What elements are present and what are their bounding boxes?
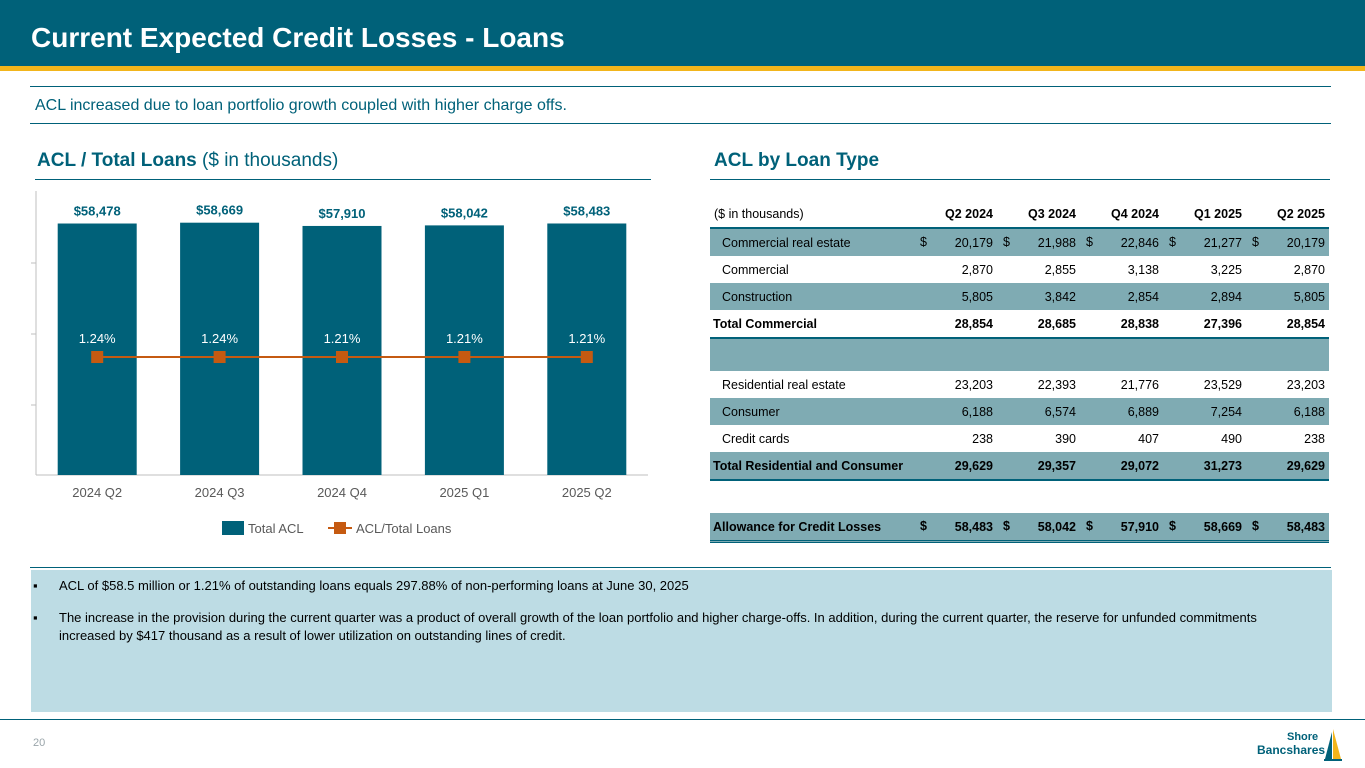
- note-text: The increase in the provision during the current quarter was a product of overall growth of the loan portfolio and higher charge-offs. In addition, during the current quarter, the reserve for unfunded commitments increased by $417 thousand as a result of lower utilization on outstanding lines of credit.: [59, 610, 1257, 643]
- line-data-label: 1.24%: [201, 331, 239, 346]
- column-header: Q3 2024: [997, 200, 1080, 229]
- table-cell: [914, 481, 997, 513]
- currency-sign: $: [920, 235, 927, 249]
- row-label: Commercial real estate: [710, 229, 914, 256]
- table-cell: 3,225: [1210, 262, 1242, 277]
- table-cell: 22,393: [1037, 377, 1076, 392]
- table-cell: [914, 229, 997, 256]
- table-row-credit-cards: [710, 425, 1329, 452]
- logo-text-line1: Shore: [1287, 731, 1319, 743]
- table-row-construction: [710, 283, 1329, 310]
- table-cell: 2,870: [1293, 262, 1325, 277]
- currency-sign: $: [1086, 235, 1093, 249]
- slide-subtitle: ACL increased due to loan portfolio growth coupled with higher charge offs.: [35, 97, 567, 114]
- table-cell: [997, 229, 1080, 256]
- table-cell: 31,273: [1163, 452, 1246, 481]
- currency-sign: $: [1252, 235, 1259, 249]
- bar-total-acl: [180, 223, 259, 475]
- cell-value: 58,042: [1037, 519, 1076, 534]
- table-cell: [1080, 339, 1163, 371]
- table-cell: 238: [972, 431, 993, 446]
- acl-ratio-marker: [214, 351, 226, 363]
- legend-swatch-total-acl: [222, 521, 244, 535]
- x-tick-label: 2024 Q2: [72, 485, 123, 500]
- line-data-label: 1.24%: [78, 331, 116, 346]
- table-cell: 28,854: [1246, 310, 1329, 339]
- table-cell: 2,870: [961, 262, 993, 277]
- table-header-row: [710, 200, 1329, 229]
- table-cell: 407: [1138, 431, 1159, 446]
- table-cell: 6,889: [1080, 398, 1163, 425]
- table-cell: 6,574: [997, 398, 1080, 425]
- table-cell: [1246, 229, 1329, 256]
- currency-sign: $: [1169, 519, 1176, 533]
- column-header: Q4 2024: [1080, 200, 1163, 229]
- bar-data-label: $58,669: [196, 202, 244, 218]
- row-label: Credit cards: [722, 431, 790, 446]
- table-cell: 29,357: [997, 452, 1080, 481]
- line-data-label: 1.21%: [323, 331, 361, 346]
- table-row-residential-real-estate: [710, 371, 1329, 398]
- bar-data-label: $57,910: [318, 205, 366, 221]
- table-cell: 3,842: [997, 283, 1080, 310]
- row-label: Total Commercial: [710, 310, 914, 339]
- currency-sign: $: [1169, 235, 1176, 249]
- bar-data-label: $58,042: [440, 205, 488, 221]
- cell-value: 58,483: [954, 519, 993, 534]
- chart-section-rule: [35, 179, 651, 180]
- note-bullet-2: [33, 609, 1309, 645]
- row-label: Construction: [710, 283, 914, 310]
- table-cell: 2,855: [1044, 262, 1076, 277]
- table-cell: 28,685: [997, 310, 1080, 339]
- table-cell: [1163, 229, 1246, 256]
- chart-section-title: [37, 150, 338, 172]
- cell-value: 58,483: [1286, 519, 1325, 534]
- table-cell: 5,805: [1246, 283, 1329, 310]
- acl-chart: [28, 185, 652, 545]
- cell-value: 20,179: [1286, 235, 1325, 250]
- table-cell: [1246, 481, 1329, 513]
- table-cell: [914, 513, 997, 543]
- header-accent-stripe: [0, 66, 1365, 71]
- table-cell: [1163, 339, 1246, 371]
- x-tick-label: 2024 Q3: [194, 485, 245, 500]
- subtitle-bottom-rule: [30, 123, 1331, 124]
- table-cell: 238: [1304, 431, 1325, 446]
- table-row-total-commercial: [710, 310, 1329, 339]
- notes-panel: [31, 570, 1332, 712]
- page-number: 20: [33, 737, 46, 749]
- table-cell: 23,203: [954, 377, 993, 392]
- table-row-allowance-for-credit-losses: [710, 513, 1329, 543]
- bullet-marker: ▪: [33, 610, 38, 625]
- table-cell: 5,805: [914, 283, 997, 310]
- acl-ratio-marker: [91, 351, 103, 363]
- row-label: Residential real estate: [722, 377, 846, 392]
- table-cell: 390: [1055, 431, 1076, 446]
- legend-label-acl-ratio: ACL/Total Loans: [356, 521, 452, 536]
- table-cell: 21,776: [1120, 377, 1159, 392]
- column-header: Q2 2025: [1246, 200, 1329, 229]
- table-cell: [1080, 229, 1163, 256]
- table-cell: [710, 481, 914, 513]
- table-cell: 28,854: [914, 310, 997, 339]
- line-data-label: 1.21%: [445, 331, 483, 346]
- table-cell: 3,138: [1127, 262, 1159, 277]
- table-row-total-residential-consumer: [710, 452, 1329, 481]
- table-cell: 27,396: [1163, 310, 1246, 339]
- acl-ratio-marker: [458, 351, 470, 363]
- line-data-label: 1.21%: [568, 331, 606, 346]
- currency-sign: $: [920, 519, 927, 533]
- table-cell: 6,188: [1246, 398, 1329, 425]
- table-section-rule: [710, 179, 1330, 180]
- table-header-label: ($ in thousands): [710, 200, 914, 229]
- table-cell: [1080, 481, 1163, 513]
- currency-sign: $: [1086, 519, 1093, 533]
- note-bullet-1: [33, 577, 1309, 595]
- table-cell: [1163, 513, 1246, 543]
- table-section-title: ACL by Loan Type: [714, 150, 880, 171]
- bar-total-acl: [303, 226, 382, 475]
- table-cell: 23,203: [1286, 377, 1325, 392]
- x-tick-label: 2024 Q4: [317, 485, 367, 500]
- bar-data-label: $58,483: [563, 203, 611, 219]
- cell-value: 20,179: [954, 235, 993, 250]
- bar-total-acl: [425, 225, 504, 475]
- company-logo: [1255, 728, 1343, 762]
- table-cell: [997, 339, 1080, 371]
- bar-data-label: $58,478: [73, 203, 121, 219]
- acl-ratio-marker: [336, 351, 348, 363]
- column-header: Q1 2025: [1163, 200, 1246, 229]
- logo-text-line2: Bancshares: [1257, 743, 1326, 757]
- bullet-marker: ▪: [33, 578, 38, 593]
- table-row-commercial: [710, 256, 1329, 283]
- chart-section-title-bold: ACL / Total Loans: [37, 150, 197, 171]
- table-cell: 2,854: [1080, 283, 1163, 310]
- legend-label-total-acl: Total ACL: [248, 521, 304, 536]
- cell-value: 58,669: [1203, 519, 1242, 534]
- acl-by-loan-type-table: [710, 200, 1329, 543]
- cell-value: 21,277: [1203, 235, 1242, 250]
- x-tick-label: 2025 Q2: [561, 485, 612, 500]
- table-cell: [914, 339, 997, 371]
- table-cell: 6,188: [914, 398, 997, 425]
- cell-value: 57,910: [1120, 519, 1159, 534]
- table-cell: 2,894: [1163, 283, 1246, 310]
- table-cell: [710, 339, 914, 371]
- table-cell: 29,629: [914, 452, 997, 481]
- page-title: Current Expected Credit Losses - Loans: [31, 22, 565, 53]
- footer-rule: [0, 719, 1365, 720]
- notes-top-rule: [30, 567, 1331, 568]
- row-label: Total Residential and Consumer: [710, 452, 914, 481]
- subtitle-top-rule: [30, 86, 1331, 87]
- table-spacer-row: [710, 481, 1329, 513]
- sail-icon: [1323, 728, 1343, 762]
- row-label: Allowance for Credit Losses: [710, 513, 914, 543]
- row-label: Commercial: [722, 262, 789, 277]
- table-spacer-row: [710, 339, 1329, 371]
- bar-total-acl: [58, 224, 137, 475]
- table-cell: [1246, 513, 1329, 543]
- currency-sign: $: [1252, 519, 1259, 533]
- table-cell: 29,072: [1080, 452, 1163, 481]
- table-cell: 28,838: [1080, 310, 1163, 339]
- acl-ratio-marker: [581, 351, 593, 363]
- table-cell: [997, 513, 1080, 543]
- cell-value: 21,988: [1037, 235, 1076, 250]
- cell-value: 22,846: [1120, 235, 1159, 250]
- currency-sign: $: [1003, 519, 1010, 533]
- chart-section-title-suffix: ($ in thousands): [196, 150, 339, 171]
- row-label: Consumer: [710, 398, 914, 425]
- bar-total-acl: [547, 223, 626, 475]
- table-cell: [1080, 513, 1163, 543]
- currency-sign: $: [1003, 235, 1010, 249]
- column-header: Q2 2024: [914, 200, 997, 229]
- table-cell: 490: [1221, 431, 1242, 446]
- table-cell: [1246, 339, 1329, 371]
- table-cell: [1163, 481, 1246, 513]
- x-tick-label: 2025 Q1: [439, 485, 490, 500]
- table-cell: 7,254: [1163, 398, 1246, 425]
- note-text: ACL of $58.5 million or 1.21% of outstanding loans equals 297.88% of non-performing loans at June 30, 2025: [59, 578, 689, 593]
- table-row-commercial-real-estate: [710, 229, 1329, 256]
- table-cell: 29,629: [1246, 452, 1329, 481]
- legend-marker-acl-ratio: [334, 522, 346, 534]
- table-cell: [997, 481, 1080, 513]
- table-row-consumer: [710, 398, 1329, 425]
- table-cell: 23,529: [1203, 377, 1242, 392]
